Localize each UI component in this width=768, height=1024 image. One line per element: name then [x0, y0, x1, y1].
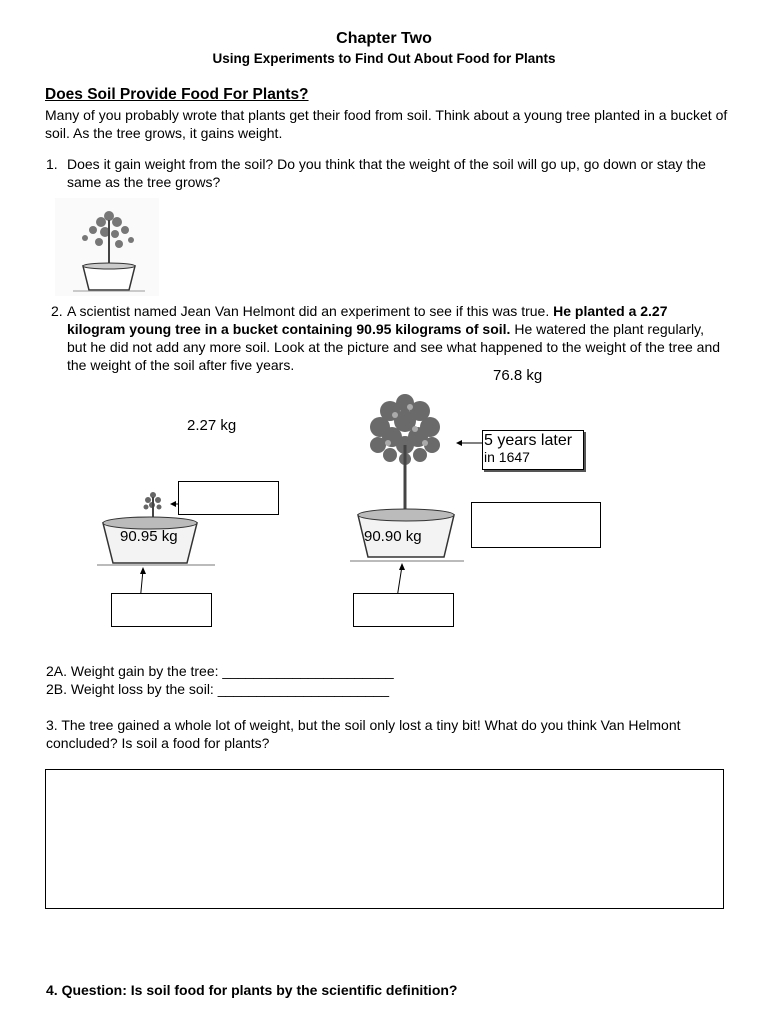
small-tree-weight-label: 2.27 kg [187, 417, 237, 434]
big-tree-weight-label: 76.8 kg [493, 367, 543, 384]
soil-start-weight-box[interactable] [111, 593, 212, 627]
tree-start-weight-box[interactable] [178, 481, 279, 515]
chapter-subtitle: Using Experiments to Find Out About Food for Plants [212, 51, 556, 66]
q1-number: 1. [46, 156, 58, 172]
chapter-title: Chapter Two [336, 30, 432, 47]
initial-soil-weight-label: 90.95 kg [120, 528, 178, 545]
q2-number: 2. [51, 303, 63, 319]
five-years-later-callout [482, 430, 584, 470]
year-1647-text: in 1647 [484, 449, 530, 465]
intro-paragraph: Many of you probably wrote that plants get their food from soil. Think about a young tree planted in a bucket of soil. As the tree grows, it gains weight. [45, 107, 728, 141]
soil-end-weight-box[interactable] [353, 593, 454, 627]
q2a-weight-gain-line[interactable]: 2A. Weight gain by the tree: ______________________ [46, 663, 394, 679]
final-soil-weight-label: 90.90 kg [364, 528, 422, 545]
q2b-weight-loss-line[interactable]: 2B. Weight loss by the soil: ______________________ [46, 681, 390, 697]
q3-text: 3. The tree gained a whole lot of weight, but the soil only lost a tiny bit! What do you think Van Helmont concluded? Is soil a food for plants? [46, 717, 681, 751]
q3-answer-box[interactable] [45, 769, 724, 909]
tree-end-weight-box[interactable] [471, 502, 601, 548]
five-years-later-text: 5 years later [484, 432, 573, 449]
section-heading: Does Soil Provide Food For Plants? [45, 86, 309, 103]
q1-text: Does it gain weight from the soil? Do you think that the weight of the soil will go up, go down or stay the same as the tree grows? [67, 156, 706, 190]
q2-text: A scientist named Jean Van Helmont did an experiment to see if this was true. He planted a 2.27 kilogram young tree in a bucket containing 90.95 kilograms of soil. He watered the plant regularly, but he did not add any more soil. Look at the picture and see what happened to the weight of the tree and the weight of the soil after five years. [67, 303, 721, 373]
q4-text: 4. Question: Is soil food for plants by the scientific definition? [46, 982, 458, 998]
